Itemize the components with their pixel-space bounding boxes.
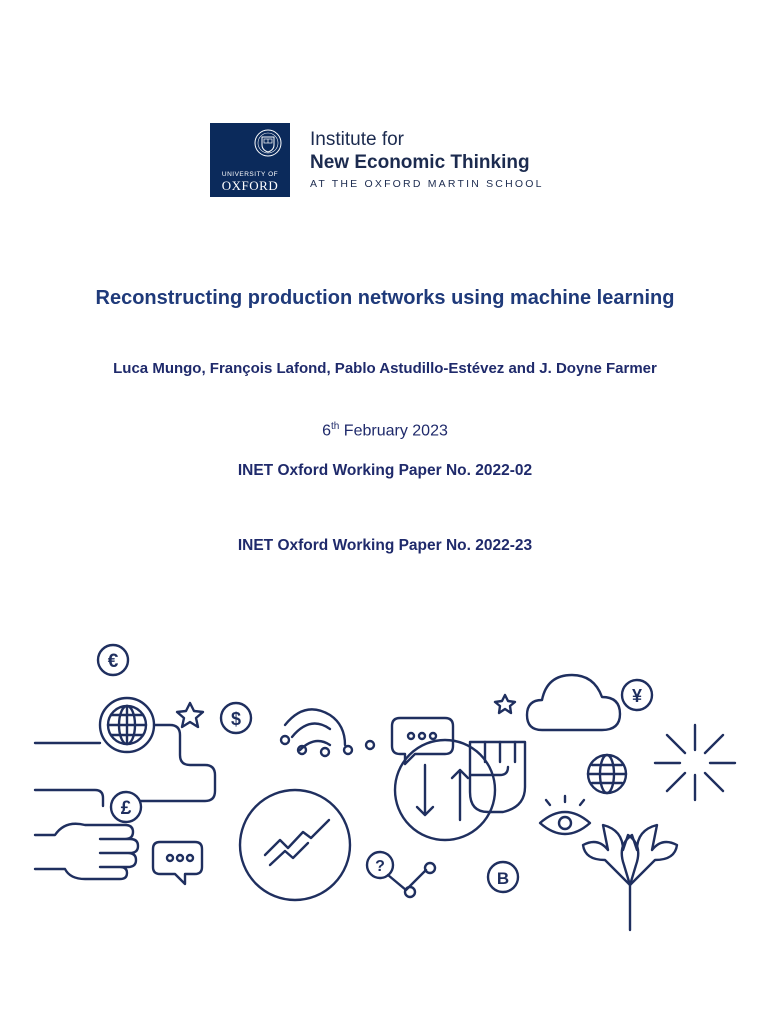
paper-date [0, 421, 770, 440]
hand-icon [35, 824, 138, 879]
small-star-icon [495, 695, 515, 713]
working-paper-number-2: INET Oxford Working Paper No. 2022-23 [237, 537, 533, 554]
svg-text:?: ? [375, 858, 385, 875]
leaf-icon [583, 825, 677, 930]
chat-bubble-icon [153, 842, 202, 884]
star-icon [177, 703, 203, 727]
yen-coin-icon [622, 680, 652, 710]
svg-text:£: £ [120, 798, 132, 819]
svg-text:$: $ [230, 709, 242, 729]
bitcoin-coin-icon [488, 862, 518, 892]
svg-text:€: € [107, 651, 119, 672]
oxford-label: OXFORD [221, 178, 279, 193]
university-of-label: UNIVERSITY OF [221, 171, 279, 178]
oxford-crest-icon [253, 128, 283, 162]
small-globe-icon [588, 755, 626, 793]
inet-oxford-martin-school: AT THE OXFORD MARTIN SCHOOL [310, 178, 544, 190]
svg-text:¥: ¥ [631, 686, 643, 706]
inet-new-economic-thinking: New Economic Thinking [310, 152, 530, 173]
date-rest: February 2023 [339, 422, 448, 440]
dollar-coin-icon [221, 703, 251, 733]
svg-text:B: B [496, 869, 510, 888]
network-arcs-icon [281, 709, 374, 756]
cloud-icon [527, 675, 620, 730]
university-of-oxford-logo [210, 123, 290, 197]
globe-icon [100, 698, 154, 752]
date-day: 6 [322, 422, 332, 440]
euro-coin-icon [98, 645, 128, 675]
economics-icons-illustration [30, 640, 750, 940]
paper-authors: Luca Mungo, François Lafond, Pablo Astudillo-Estévez and J. Doyne Farmer [113, 360, 657, 377]
paper-title: Reconstructing production networks using machine learning [95, 287, 675, 309]
question-network-icon [367, 852, 435, 897]
inet-institute-for: Institute for [310, 129, 404, 150]
working-paper-number-1: INET Oxford Working Paper No. 2022-02 [237, 462, 533, 479]
inet-oxford-logo [210, 123, 555, 197]
burst-icon [655, 725, 735, 800]
trend-chart-icon [240, 790, 350, 900]
eye-icon [540, 796, 590, 834]
pound-coin-icon [111, 792, 141, 822]
connector-line [35, 790, 103, 806]
date-suffix: th [331, 421, 340, 432]
